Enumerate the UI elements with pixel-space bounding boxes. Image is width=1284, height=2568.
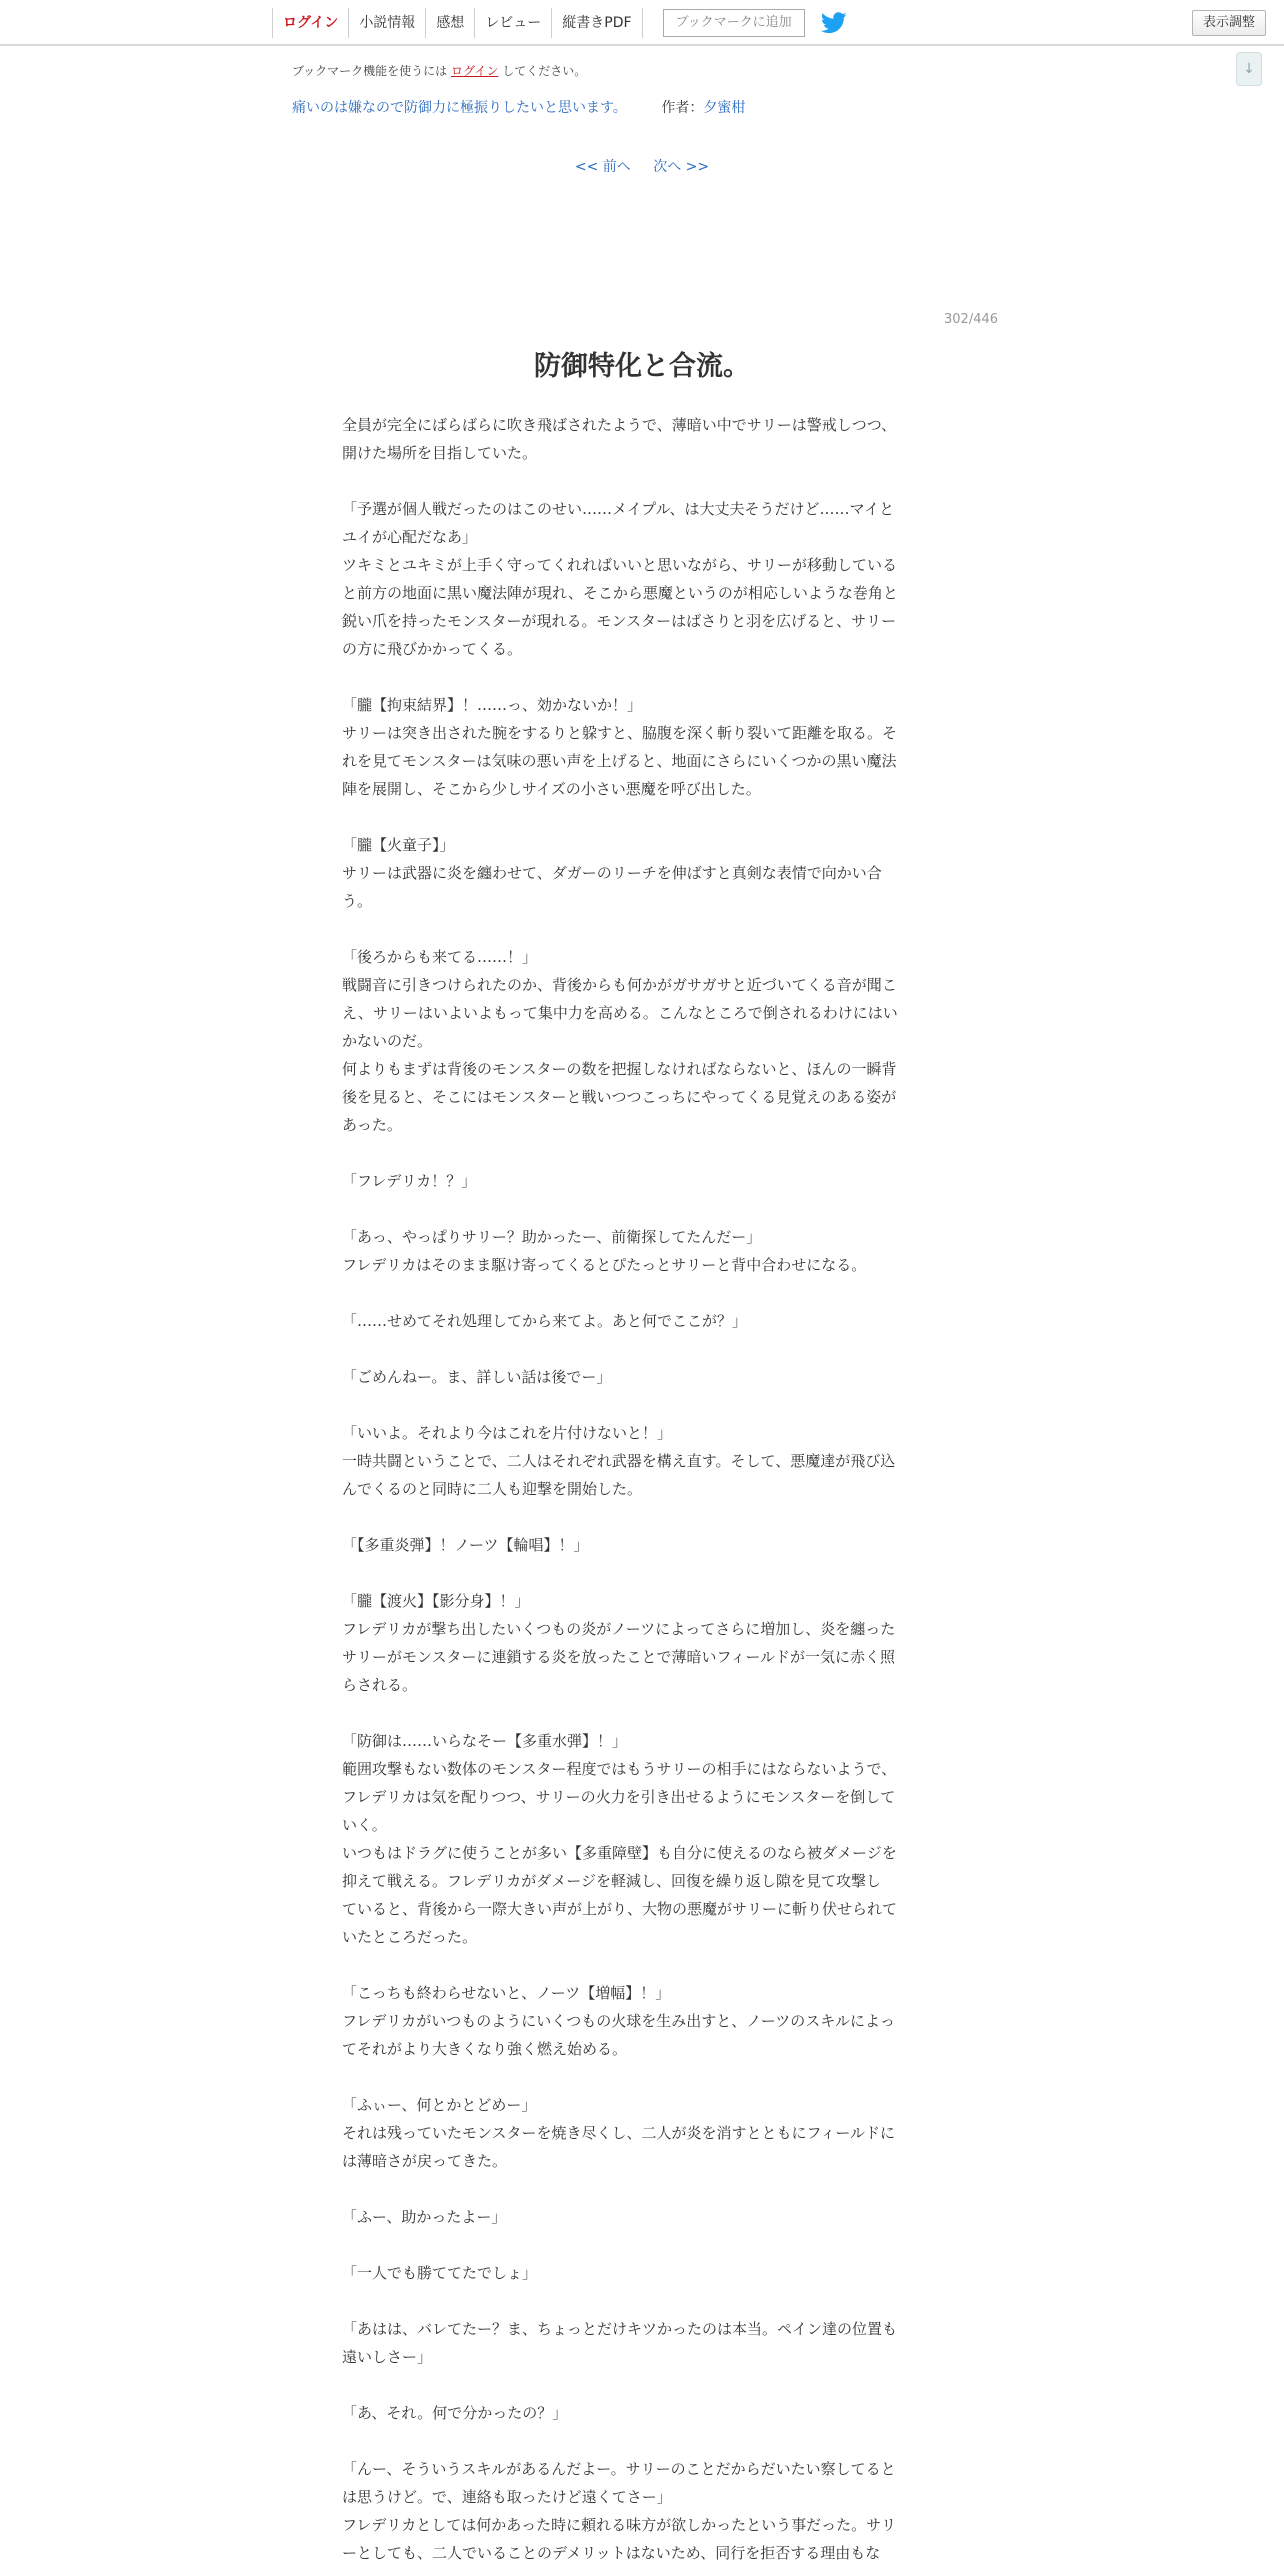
body-line: いつもはドラグに使うことが多い【多重障壁】も自分に使えるのなら被ダメージを (342, 1844, 897, 1862)
body-line: いたところだった。 (342, 1928, 478, 1946)
top-navigation-bar (0, 0, 1284, 46)
blank-line (342, 1335, 942, 1363)
blank-line (342, 2371, 942, 2399)
blank-line (342, 2231, 942, 2259)
nav-vertical-pdf-link[interactable]: 縦書きPDF (551, 8, 642, 38)
blank-line (342, 803, 942, 831)
body-line: ツキミとユキミが上手く守ってくれればいいと思いながら、サリーが移動している (342, 556, 898, 574)
body-line: 「いいよ。それより今はこれを片付けないと！」 (342, 1424, 673, 1442)
body-line: 後を見ると、そこにはモンスターと戦いつつこっちにやってくる見覚えのある姿が (342, 1088, 897, 1106)
author-label: 作者： (661, 100, 704, 116)
add-bookmark-button[interactable]: ブックマークに追加 (663, 9, 805, 37)
blank-line (342, 915, 942, 943)
blank-line (342, 2063, 942, 2091)
body-line: 「こっちも終わらせないと、ノーツ【増幅】！」 (342, 1984, 671, 2002)
body-line: 「【多重炎弾】！ノーツ【輪唱】！」 (342, 1536, 589, 1554)
blank-line (342, 1503, 942, 1531)
body-line: 「フレデリカ！？」 (342, 1172, 477, 1190)
body-line: 鋭い爪を持ったモンスターが現れる。モンスターはばさりと羽を広げると、サリー (342, 612, 897, 630)
blank-line (342, 1391, 942, 1419)
nav-login-link[interactable]: ログイン (272, 8, 348, 38)
body-line: は薄暗さが戻ってきた。 (342, 2152, 508, 2170)
body-line: え、サリーはいよいよもって集中力を高める。こんなところで倒されるわけにはい (342, 1004, 898, 1022)
body-line: 陣を展開し、そこから少しサイズの小さい悪魔を呼び出した。 (342, 780, 761, 798)
blank-line (342, 2427, 942, 2455)
blank-line (342, 1559, 942, 1587)
novel-title-line (292, 97, 745, 117)
bookmark-note-prefix: ブックマーク機能を使うには (292, 64, 448, 78)
body-line: 「朧【拘束結界】！……っ、効かないか！」 (342, 696, 643, 714)
next-chapter-link[interactable]: 次へ >> (653, 159, 710, 175)
twitter-bird-icon[interactable] (821, 12, 847, 34)
body-line: は思うけど。で、連絡も取ったけど遠くてさー」 (342, 2488, 672, 2506)
body-line: いく。 (342, 1816, 387, 1834)
body-line: 全員が完全にばらばらに吹き飛ばされたようで、薄暗い中でサリーは警戒しつつ、 (342, 416, 897, 434)
body-line: 「んー、そういうスキルがあるんだよー。サリーのことだからだいたい察してると (342, 2460, 896, 2478)
body-line: フレデリカがいつものようにいくつもの火球を生み出すと、ノーツのスキルによっ (342, 2012, 896, 2030)
body-line: フレデリカとしては何かあった時に頼れる味方が欲しかったという事だった。サリ (342, 2516, 897, 2534)
chapter-title: 防御特化と合流。 (534, 351, 750, 382)
body-line: 「あっ、やっぱりサリー？助かったー、前衛探してたんだー」 (342, 1228, 762, 1246)
bookmark-note-suffix: してください。 (502, 64, 587, 78)
body-line: 「……せめてそれ処理してから来てよ。あと何でここが？」 (342, 1312, 748, 1330)
nav-impressions-link[interactable]: 感想 (425, 8, 474, 38)
body-line: あった。 (342, 1116, 402, 1134)
global-nav (272, 8, 847, 38)
body-line: 抑えて戦える。フレデリカがダメージを軽減し、回復を繰り返し隙を見て攻撃し (342, 1872, 881, 1890)
display-settings-button[interactable]: 表示調整 (1192, 10, 1266, 36)
body-line: う。 (342, 892, 373, 910)
body-line: 「後ろからも来てる……！」 (342, 948, 538, 966)
bookmark-note-login-link[interactable]: ログイン (451, 64, 499, 78)
novel-body-text (342, 411, 942, 2567)
body-line: 「朧【火童子】」 (342, 836, 455, 854)
blank-line (342, 1195, 942, 1223)
blank-line (342, 1139, 942, 1167)
body-line: 「あはは、バレてたー？ま、ちょっとだけキツかったのは本当。ペイン達の位置も (342, 2320, 898, 2338)
body-line: サリーは突き出された腕をするりと躱すと、脇腹を深く斬り裂いて距離を取る。そ (342, 724, 898, 742)
blank-line (342, 467, 942, 495)
blank-line (342, 2287, 942, 2315)
body-line: 「朧【渡火】【影分身】！」 (342, 1592, 530, 1610)
nav-novel-info-link[interactable]: 小説情報 (348, 8, 425, 38)
body-line: 範囲攻撃もない数体のモンスター程度ではもうサリーの相手にはならないようで、 (342, 1760, 897, 1778)
body-line: 何よりもまずは背後のモンスターの数を把握しなければならないと、ほんの一瞬背 (342, 1060, 897, 1078)
body-line: 「あ、それ。何で分かったの？」 (342, 2404, 568, 2422)
body-line: 「一人でも勝ててたでしょ」 (342, 2264, 538, 2282)
blank-line (342, 1951, 942, 1979)
body-line: 遠いしさー」 (342, 2348, 433, 2366)
body-line: サリーがモンスターに連鎖する炎を放ったことで薄暗いフィールドが一気に赤く照 (342, 1648, 896, 1666)
body-line: 「ふぃー、何とかとどめー」 (342, 2096, 537, 2114)
chapter-counter: 302/446 (944, 312, 999, 327)
body-line: んでくるのと同時に二人も迎撃を開始した。 (342, 1480, 643, 1498)
body-line: ーとしても、二人でいることのデメリットはないため、同行を拒否する理由もな (342, 2544, 881, 2562)
novel-title-link[interactable]: 痛いのは嫌なので防御力に極振りしたいと思います。 (292, 100, 627, 116)
body-line: てそれがより大きくなり強く燃え始める。 (342, 2040, 628, 2058)
body-line: フレデリカはそのまま駆け寄ってくるとぴたっとサリーと背中合わせになる。 (342, 1256, 867, 1274)
body-line: らされる。 (342, 1676, 418, 1694)
body-line: フレデリカが撃ち出したいくつもの炎がノーツによってさらに増加し、炎を纏った (342, 1620, 896, 1638)
blank-line (342, 1699, 942, 1727)
body-line: それは残っていたモンスターを焼き尽くし、二人が炎を消すとともにフィールドに (342, 2124, 896, 2142)
scroll-down-tab[interactable]: ↓ (1236, 52, 1262, 86)
body-line: ユイが心配だなあ」 (342, 528, 478, 546)
body-line: 開けた場所を目指していた。 (342, 444, 538, 462)
body-line: の方に飛びかかってくる。 (342, 640, 523, 658)
chapter-pager (0, 156, 1284, 176)
body-line: 「防御は……いらなそー【多重水弾】！」 (342, 1732, 628, 1750)
nav-review-link[interactable]: レビュー (474, 8, 551, 38)
body-line: 一時共闘ということで、二人はそれぞれ武器を構え直す。そして、悪魔達が飛び込 (342, 1452, 896, 1470)
body-line: フレデリカは気を配りつつ、サリーの火力を引き出せるようにモンスターを倒して (342, 1788, 896, 1806)
body-line: 「ごめんねー。ま、詳しい話は後でー」 (342, 1368, 612, 1386)
bookmark-login-note (292, 62, 586, 79)
blank-line (342, 2175, 942, 2203)
body-line: 「ふー、助かったよー」 (342, 2208, 507, 2226)
blank-line (342, 663, 942, 691)
body-line: かないのだ。 (342, 1032, 433, 1050)
body-line: れを見てモンスターは気味の悪い声を上げると、地面にさらにいくつかの黒い魔法 (342, 752, 897, 770)
blank-line (342, 1279, 942, 1307)
body-line: と前方の地面に黒い魔法陣が現れ、そこから悪魔というのが相応しいような巻角と (342, 584, 898, 602)
body-line: ていると、背後から一際大きい声が上がり、大物の悪魔がサリーに斬り伏せられて (342, 1900, 898, 1918)
body-line: サリーは武器に炎を纏わせて、ダガーのリーチを伸ばすと真剣な表情で向かい合 (342, 864, 882, 882)
prev-chapter-link[interactable]: << 前へ (574, 159, 631, 175)
body-line: 戦闘音に引きつけられたのか、背後からも何かがガサガサと近づいてくる音が聞こ (342, 976, 897, 994)
body-line: 「予選が個人戦だったのはこのせい……メイプル、は大丈夫そうだけど……マイと (342, 500, 895, 518)
author-link[interactable]: 夕蜜柑 (703, 100, 746, 116)
